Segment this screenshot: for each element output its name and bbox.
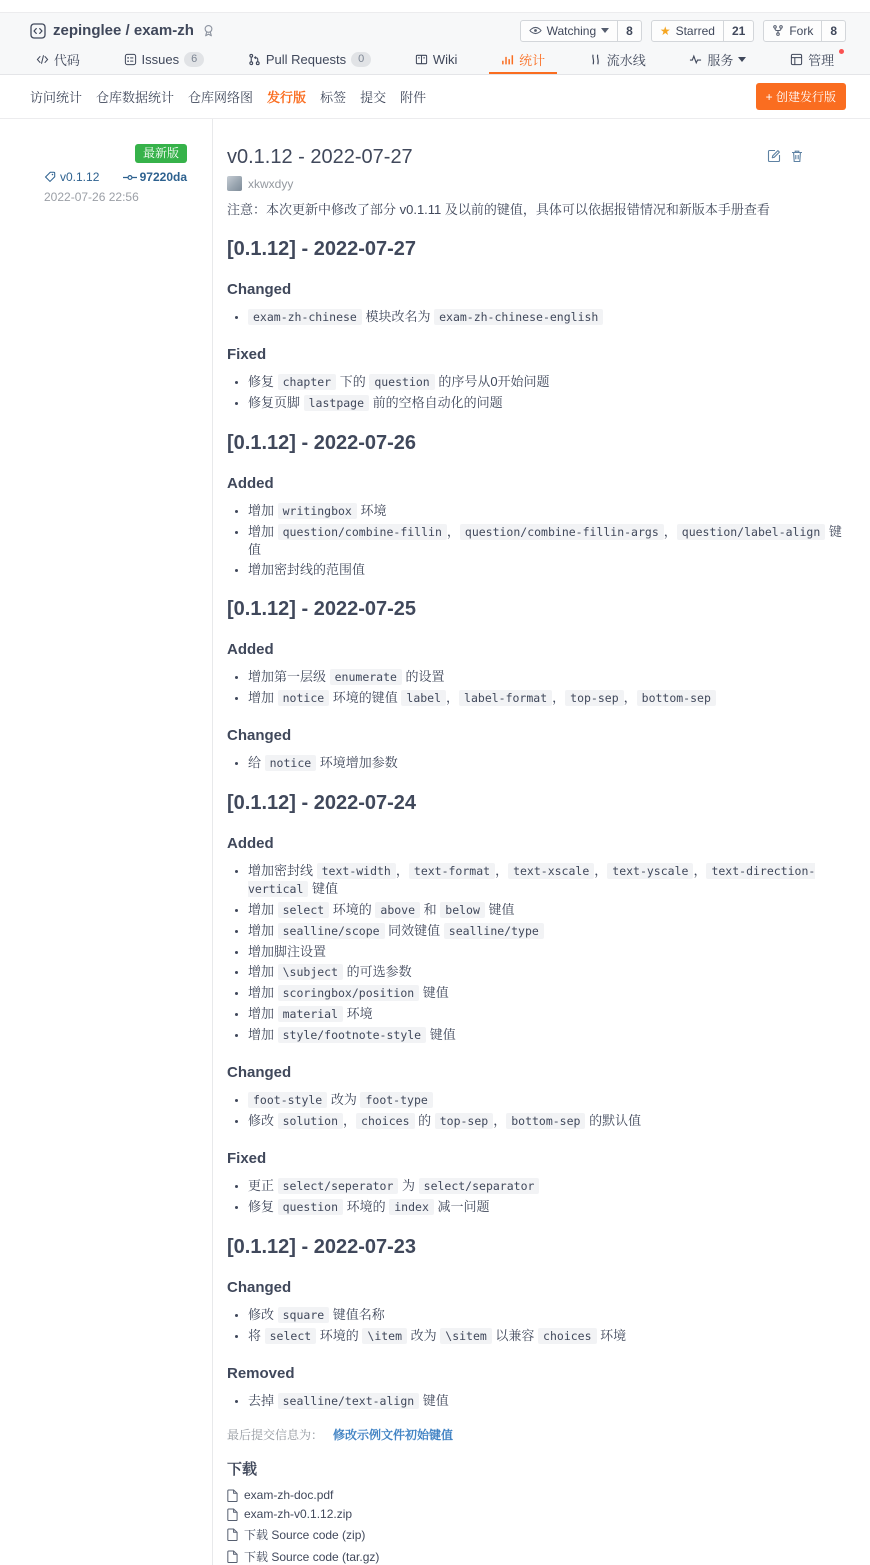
changelog-item: • 增加 style/footnote-style 键值: [248, 1026, 846, 1044]
changelog-group-heading: Added: [227, 641, 274, 658]
changelog-group-heading: Changed: [227, 1279, 292, 1296]
changelog-item: • 修复 chapter 下的 question 的序号从0开始问题: [248, 373, 846, 391]
repo-title[interactable]: [30, 22, 216, 39]
last-commit-label: 最后提交信息为：: [227, 1428, 324, 1442]
inline-code: sealline/text-align: [278, 1393, 420, 1409]
star-button[interactable]: [651, 20, 754, 42]
tab-pipelines-label: 流水线: [606, 52, 646, 68]
tab-manage-label: 管理: [808, 52, 835, 68]
changelog-item: • 增加 writingbox 环境: [248, 502, 846, 520]
changelog-group-heading: Fixed: [227, 1150, 267, 1167]
download-file-name[interactable]: 下载 Source code (tar.gz): [244, 1550, 380, 1564]
inline-code: text-width: [317, 863, 396, 879]
inline-code: choices: [538, 1328, 596, 1344]
last-commit-message-link[interactable]: 修改示例文件初始键值: [333, 1428, 454, 1442]
inline-code: exam-zh-chinese-english: [434, 309, 603, 325]
tab-pull-requests-label: Pull Requests: [265, 51, 347, 67]
changelog-group-heading: Changed: [227, 281, 292, 298]
changelog-item: • 去掉 sealline/text-align 键值: [248, 1392, 846, 1410]
inline-code: solution: [278, 1113, 343, 1129]
manage-icon: [790, 53, 803, 66]
star-icon: ★: [659, 23, 671, 38]
changelog-list: [227, 862, 846, 1044]
commit-icon: [123, 173, 137, 182]
inline-code: notice: [278, 690, 330, 706]
services-icon: [689, 53, 702, 66]
tab-pull-requests[interactable]: [236, 46, 383, 74]
tab-manage[interactable]: [778, 46, 846, 74]
changelog-list: [227, 1091, 846, 1130]
author-row: [227, 176, 846, 191]
subnav-visit-stats[interactable]: 访问统计: [30, 90, 83, 105]
commit-sha[interactable]: 97220da: [139, 170, 187, 184]
release-title: v0.1.12 - 2022-07-27: [227, 146, 413, 168]
changelog-item: • exam-zh-chinese 模块改名为 exam-zh-chinese-english: [248, 308, 846, 326]
commit-link[interactable]: [123, 170, 187, 184]
changelog-item: • 修改 square 键值名称: [248, 1306, 846, 1324]
inline-code: chapter: [278, 374, 336, 390]
inline-code: index: [389, 1199, 434, 1215]
top-margin: [0, 0, 870, 12]
watch-count[interactable]: 8: [626, 23, 633, 38]
latest-release-badge: 最新版: [135, 144, 187, 163]
changelog-date-heading: [0.1.12] - 2022-07-25: [227, 598, 417, 620]
fork-count[interactable]: 8: [830, 23, 837, 38]
inline-code: select: [278, 902, 330, 918]
changelog-group-heading: Removed: [227, 1365, 295, 1382]
star-count[interactable]: 21: [731, 23, 746, 38]
changelog-list: [227, 1177, 846, 1216]
inline-code: question: [369, 374, 434, 390]
tab-wiki[interactable]: [403, 46, 470, 74]
inline-code: notice: [265, 755, 317, 771]
changelog-group-heading: Fixed: [227, 346, 267, 363]
changelog-item: • 增加密封线的范围值: [248, 561, 846, 578]
file-icon: [227, 1508, 238, 1521]
inline-code: enumerate: [330, 669, 402, 685]
issues-count-badge: 6: [184, 52, 204, 67]
inline-code: bottom-sep: [506, 1113, 585, 1129]
file-icon: [227, 1550, 238, 1563]
changelog-date-heading: [0.1.12] - 2022-07-26: [227, 432, 417, 454]
changelog-item: • 将 select 环境的 \item 改为 \sitem 以兼容 choices 环境: [248, 1327, 846, 1345]
inline-code: lastpage: [304, 395, 369, 411]
repo-header: [0, 12, 870, 75]
release-date: 2022-07-26 22:56: [44, 190, 139, 204]
manage-notification-dot: [839, 49, 844, 54]
subnav-commits[interactable]: 提交: [360, 90, 387, 105]
download-file-name[interactable]: 下载 Source code (zip): [244, 1528, 366, 1542]
inline-code: text-format: [409, 863, 495, 879]
issues-icon: [124, 53, 137, 66]
inline-code: select/seperator: [278, 1178, 399, 1194]
inline-code: square: [278, 1307, 330, 1323]
changelog-item: • 增加脚注设置: [248, 943, 846, 960]
release-sections: [227, 237, 846, 1410]
release-note: 注意：本次更新中修改了部分 v0.1.11 及以前的键值，具体可以依据报错情况和新版本手册查看: [227, 202, 770, 217]
inline-code: top-sep: [565, 690, 623, 706]
tab-code[interactable]: [24, 46, 92, 74]
download-file-name[interactable]: exam-zh-v0.1.12.zip: [244, 1507, 353, 1521]
changelog-item: • 修改 solution ， choices 的 top-sep ， bottom-sep 的默认值: [248, 1112, 846, 1130]
release-main: [213, 119, 846, 1565]
changelog-item: • 修复 question 环境的 index 减一问题: [248, 1198, 846, 1216]
create-release-button[interactable]: + 创建发行版: [756, 83, 846, 110]
tag-icon: [44, 171, 56, 183]
pull-request-icon: [248, 53, 261, 66]
edit-release-icon[interactable]: [767, 149, 781, 163]
inline-code: scoringbox/position: [278, 985, 420, 1001]
pull-requests-count-badge: 0: [351, 52, 371, 67]
inline-code: sealline/type: [444, 923, 544, 939]
inline-code: question: [278, 1199, 343, 1215]
inline-code: bottom-sep: [637, 690, 716, 706]
eye-icon: [529, 24, 542, 37]
release-sidebar: [24, 119, 213, 1565]
download-list: [227, 1488, 846, 1565]
code-icon: [36, 53, 49, 66]
inline-code: material: [278, 1006, 343, 1022]
inline-code: above: [375, 902, 420, 918]
rosette-badge-icon: [201, 23, 216, 38]
watch-label: Watching: [546, 23, 597, 38]
tab-issues[interactable]: [112, 46, 217, 74]
inline-code: \subject: [278, 964, 343, 980]
last-commit-row: [227, 1426, 846, 1443]
author-name[interactable]: xkwxdyy: [248, 176, 294, 191]
tag-link[interactable]: [44, 170, 99, 184]
stats-sub-nav: [0, 75, 870, 119]
inline-code: label-format: [459, 690, 552, 706]
tab-pipelines[interactable]: [577, 46, 658, 74]
inline-code: \sitem: [440, 1328, 492, 1344]
author-avatar[interactable]: [227, 176, 242, 191]
caret-down-icon: [601, 28, 609, 33]
changelog-list: [227, 668, 846, 707]
inline-code: choices: [356, 1113, 414, 1129]
download-heading: 下载: [227, 1461, 258, 1478]
inline-code: select/separator: [419, 1178, 540, 1194]
inline-code: text-yscale: [607, 863, 693, 879]
download-file-name[interactable]: exam-zh-doc.pdf: [244, 1488, 334, 1502]
inline-code: foot-type: [360, 1092, 432, 1108]
download-item-source-zip[interactable]: [227, 1526, 846, 1543]
changelog-list: [227, 754, 846, 772]
inline-code: question/combine-fillin-args: [460, 524, 664, 540]
changelog-item: • 修复页脚 lastpage 前的空格自动化的问题: [248, 394, 846, 412]
changelog-group-heading: Changed: [227, 1064, 292, 1081]
fork-label: Fork: [789, 23, 814, 38]
changelog-item: • foot-style 改为 foot-type: [248, 1091, 846, 1109]
tab-stats-label: 统计: [519, 52, 546, 68]
tag-name[interactable]: v0.1.12: [60, 170, 100, 184]
subnav-releases[interactable]: 发行版: [267, 90, 307, 105]
changelog-group-heading: Changed: [227, 727, 292, 744]
changelog-item: • 增加 scoringbox/position 键值: [248, 984, 846, 1002]
file-icon: [227, 1528, 238, 1541]
tab-wiki-label: Wiki: [432, 51, 458, 67]
changelog-item: • 增加 notice 环境的键值 label ， label-format ， top-sep ， bottom-sep: [248, 689, 846, 707]
changelog-item: • 增加 question/combine-fillin ， question/combine-fillin-args ， question/label-align 键值: [248, 523, 846, 558]
download-item-release-zip[interactable]: [227, 1507, 846, 1521]
subnav-repo-data-stats[interactable]: 仓库数据统计: [96, 90, 175, 105]
download-item-source-targz[interactable]: [227, 1548, 846, 1565]
inline-code: select: [265, 1328, 317, 1344]
changelog-date-heading: [0.1.12] - 2022-07-23: [227, 1236, 417, 1258]
inline-code: sealline/scope: [278, 923, 385, 939]
wiki-icon: [415, 53, 428, 66]
watch-button[interactable]: [520, 20, 642, 42]
changelog-item: • 给 notice 环境增加参数: [248, 754, 846, 772]
inline-code: exam-zh-chinese: [248, 309, 362, 325]
fork-icon: [772, 24, 784, 37]
changelog-group-heading: Added: [227, 835, 274, 852]
changelog-list: [227, 502, 846, 578]
pipeline-icon: [589, 53, 602, 66]
inline-code: \item: [362, 1328, 407, 1344]
tab-stats[interactable]: [489, 46, 557, 74]
inline-code: writingbox: [278, 503, 357, 519]
changelog-item: • 增加 \subject 的可选参数: [248, 963, 846, 981]
inline-code: label: [401, 690, 446, 706]
changelog-list: [227, 1306, 846, 1345]
changelog-list: [227, 308, 846, 326]
changelog-date-heading: [0.1.12] - 2022-07-24: [227, 792, 417, 814]
changelog-item: • 更正 select/seperator 为 select/separator: [248, 1177, 846, 1195]
file-icon: [227, 1489, 238, 1502]
inline-code: top-sep: [435, 1113, 493, 1129]
changelog-item: • 增加 material 环境: [248, 1005, 846, 1023]
changelog-item: • 增加 sealline/scope 同效键值 sealline/type: [248, 922, 846, 940]
download-item-doc-pdf[interactable]: [227, 1488, 846, 1502]
changelog-item: • 增加第一层级 enumerate 的设置: [248, 668, 846, 686]
repo-name[interactable]: zepinglee / exam-zh: [53, 22, 194, 39]
inline-code: text-direction-vertical: [248, 864, 816, 896]
subnav-repo-network[interactable]: 仓库网络图: [188, 90, 254, 105]
repo-actions: [520, 20, 846, 42]
repo-tab-bar: [0, 46, 870, 74]
repo-icon: [30, 23, 46, 39]
tab-code-label: 代码: [53, 52, 80, 68]
changelog-group-heading: Added: [227, 475, 274, 492]
fork-button[interactable]: [763, 20, 846, 42]
inline-code: question/combine-fillin: [278, 524, 447, 540]
inline-code: foot-style: [248, 1092, 327, 1108]
changelog-list: [227, 1392, 846, 1410]
star-label: Starred: [675, 23, 715, 38]
changelog-list: [227, 373, 846, 412]
caret-down-icon: [738, 57, 746, 62]
inline-code: below: [440, 902, 485, 918]
changelog-item: • 增加密封线 text-width ， text-format ， text-xscale ， text-yscale ， text-direction-vertical 键值: [248, 862, 846, 898]
subnav-tags[interactable]: 标签: [320, 90, 347, 105]
tab-issues-label: Issues: [141, 51, 180, 67]
inline-code: style/footnote-style: [278, 1027, 426, 1043]
inline-code: question/label-align: [677, 524, 825, 540]
tab-services-label: 服务: [707, 52, 734, 68]
release-page: [0, 119, 870, 1565]
changelog-date-heading: [0.1.12] - 2022-07-27: [227, 238, 417, 260]
delete-release-icon[interactable]: [790, 149, 804, 163]
stats-icon: [501, 53, 514, 66]
subnav-attachments[interactable]: 附件: [400, 90, 427, 105]
changelog-item: • 增加 select 环境的 above 和 below 键值: [248, 901, 846, 919]
tab-services[interactable]: [677, 46, 758, 74]
inline-code: text-xscale: [508, 863, 594, 879]
